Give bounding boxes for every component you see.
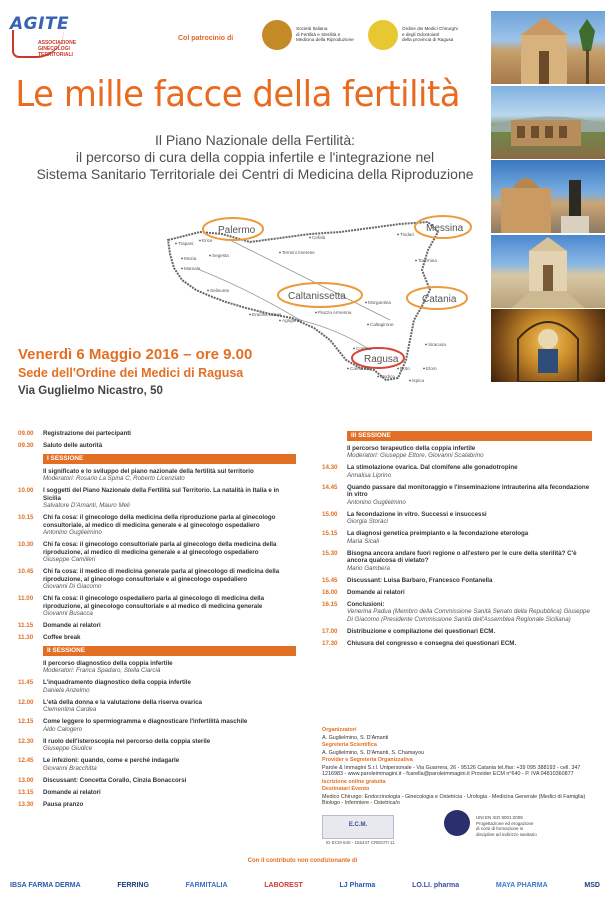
program-item bbox=[18, 801, 296, 809]
program-item bbox=[18, 699, 296, 714]
program-content bbox=[347, 550, 592, 573]
program-speakers: Giovanni Di Giacomo bbox=[43, 583, 102, 590]
map-town-label: Tindari bbox=[400, 232, 414, 237]
program-content bbox=[43, 430, 296, 438]
program-title: Chi fa cosa: il ginecologo ospedaliero parla al ginecologo di medicina della riproduzione, al ginecologo consultoriale e al medico di medicina generale bbox=[43, 595, 265, 610]
org-label: Segreteria Scientifica bbox=[322, 742, 377, 748]
photo-church-steps bbox=[491, 235, 605, 308]
program-content bbox=[347, 464, 592, 479]
program-item bbox=[322, 484, 592, 507]
program-time: 17.30 bbox=[322, 639, 338, 647]
sponsor-logo: MAYA PHARMA bbox=[495, 881, 548, 889]
map-town-label: Segesta bbox=[212, 253, 229, 258]
program-content bbox=[43, 514, 296, 537]
sponsor-logo: MSD bbox=[584, 881, 600, 889]
program-title: Registrazione dei partecipanti bbox=[43, 430, 132, 437]
program-item bbox=[18, 660, 296, 675]
program-item bbox=[18, 468, 296, 483]
map-town-dot bbox=[347, 368, 349, 370]
sponsor-logo: LO.LI. pharma bbox=[412, 881, 460, 889]
program-time: 10.15 bbox=[18, 514, 34, 521]
program-title: Discussant: Concetta Corallo, Cinzia Bonaccorsi bbox=[43, 776, 187, 784]
program-item bbox=[322, 601, 592, 624]
map-town-dot bbox=[423, 368, 425, 370]
agite-logo bbox=[10, 14, 90, 62]
org-block bbox=[322, 757, 592, 778]
map-town-label: Morgantina bbox=[368, 300, 391, 305]
program-item bbox=[18, 718, 296, 733]
program-time: 13.15 bbox=[18, 788, 34, 796]
program-item bbox=[322, 550, 592, 573]
program-content bbox=[347, 640, 592, 648]
program-title: Distribuzione e compilazione dei questionari ECM. bbox=[347, 627, 496, 635]
program-title: Il significato e lo sviluppo del piano nazionale della fertilità sul territorio bbox=[43, 467, 254, 475]
map-town-dot bbox=[279, 320, 281, 322]
program-content bbox=[43, 718, 296, 733]
program-speakers: Giorgia Storaci bbox=[347, 518, 388, 525]
program-title: Coffee break bbox=[43, 634, 81, 641]
org-block bbox=[322, 786, 592, 807]
map-town-dot bbox=[397, 234, 399, 236]
map-town-dot bbox=[365, 302, 367, 304]
map-town-dot bbox=[207, 290, 209, 292]
program-speakers: Antonino Guglielmino bbox=[347, 498, 406, 506]
event-info bbox=[18, 346, 252, 399]
program-speakers: Venerina Padua (Membro della Commissione Sanità Senato della Repubblica) Giuseppe Di Giacomo (Presidente Commissione Sanità dell'Assemblea Regionale Siciliana) bbox=[347, 608, 590, 623]
program-speakers: Giovanni Busacca bbox=[43, 610, 93, 617]
page-title: Le mille facce della fertilità bbox=[15, 74, 461, 115]
org-label: Destinatari Evento bbox=[322, 786, 370, 792]
map-label-catania: Catania bbox=[422, 294, 457, 305]
session-heading: III SESSIONE bbox=[347, 431, 592, 441]
program-title: Come leggere lo spermiogramma e diagnosticare l'infertilità maschile bbox=[43, 718, 248, 725]
program-item bbox=[322, 577, 592, 585]
program-time: 12.30 bbox=[18, 737, 34, 745]
sif-name: Società Italiana di Fertilità e Sterilità e Medicina della Riproduzione bbox=[296, 26, 354, 43]
program-content bbox=[43, 634, 296, 642]
org-text: A. Guglielmino, S. D'Amanti bbox=[322, 734, 389, 741]
program-speakers: Giuseppe Camilleri bbox=[43, 556, 96, 563]
agite-subtitle: ASSOCIAZIONE GINECOLOGI TERRITORIALI bbox=[38, 40, 77, 58]
map-town-dot bbox=[209, 255, 211, 257]
program-item bbox=[18, 738, 296, 753]
org-text: A. Guglielmino, S. D'Amanti, S. Chamayou bbox=[322, 749, 424, 756]
program-afternoon bbox=[322, 430, 592, 652]
program-speakers: Mario Gambera bbox=[347, 564, 390, 572]
program-title: Le infezioni: quando, come e perché indagarle bbox=[43, 757, 180, 764]
map-town-label: Comiso bbox=[356, 346, 372, 351]
program-item bbox=[18, 541, 296, 564]
program-title: Discussant: Luisa Barbaro, Francesco Fontanella bbox=[347, 576, 493, 584]
program-item bbox=[18, 568, 296, 591]
map-town-label: Cefalù bbox=[312, 235, 326, 240]
ecm-logo bbox=[322, 815, 394, 839]
program-content bbox=[43, 699, 296, 714]
program-content bbox=[43, 660, 296, 675]
org-text: Parole & Immagini S.r.l. Unipersonale - Via Guarrera, 26 - 95126 Catania tel./fax: +39 095 388193 - cell. 347 1216983 - www.paroleimmagini.it - fcarella@paroleimmagini.it Provider ECM n°640 - P. IVA 04810360877 bbox=[322, 764, 581, 777]
program-item bbox=[18, 757, 296, 772]
program-item bbox=[18, 514, 296, 537]
program-item bbox=[18, 442, 296, 450]
sponsor-logo: FARMITALIA bbox=[185, 881, 228, 889]
map-label-caltanissetta: Caltanissetta bbox=[288, 291, 346, 302]
program-title: Il percorso terapeutico della coppia infertile bbox=[347, 444, 476, 452]
org-text: Medico Chirurgo: Endocrinologia - Ginecologia e Ostetricia - Urologia - Medicina Generale (Medici di Famiglia) Biologo - Infermiere - Ostetrica/o bbox=[322, 793, 586, 806]
program-item bbox=[18, 679, 296, 694]
session-heading: II SESSIONE bbox=[43, 646, 296, 656]
program-item bbox=[322, 464, 592, 479]
map-town-label: Agrigento bbox=[282, 318, 302, 323]
map-town-label: Noto bbox=[400, 366, 410, 371]
program-title: L'inquadramento diagnostico della coppia infertile bbox=[43, 679, 191, 686]
map-town-dot bbox=[181, 268, 183, 270]
photo-ancient-theatre bbox=[491, 86, 605, 159]
program-time: 11.15 bbox=[18, 622, 34, 629]
program-title: Saluto delle autorità bbox=[43, 442, 103, 449]
program-time: 09.30 bbox=[18, 442, 34, 449]
map-town-label: Siracusa bbox=[428, 342, 446, 347]
organization-info bbox=[322, 727, 592, 808]
program-item bbox=[18, 634, 296, 642]
program-time: 15.30 bbox=[322, 549, 338, 557]
program-time: 10.30 bbox=[18, 541, 34, 548]
program-time: 11.30 bbox=[18, 634, 34, 641]
program-content bbox=[43, 595, 296, 618]
program-item bbox=[322, 511, 592, 526]
org-label: Provider e Segreteria Organizzativa bbox=[322, 757, 413, 763]
program-item bbox=[322, 628, 592, 636]
program-title: La diagnosi genetica preimpianto e la fecondazione eterologa bbox=[347, 530, 529, 537]
map-town-dot bbox=[249, 314, 251, 316]
map-town-label: Trapani bbox=[178, 241, 194, 246]
program-speakers: Giuseppe Giudice bbox=[43, 745, 93, 752]
org-block bbox=[322, 779, 592, 786]
program-content bbox=[347, 577, 592, 585]
map-label-messina: Messina bbox=[426, 223, 464, 234]
map-town-label: Selinunte bbox=[210, 288, 230, 293]
map-town-dot bbox=[315, 312, 317, 314]
program-time: 16.15 bbox=[322, 600, 338, 608]
program-speakers: Clementina Cardea bbox=[43, 706, 97, 713]
program-time: 09.00 bbox=[18, 430, 34, 437]
map-town-label: Erice bbox=[202, 238, 213, 243]
program-title: Chiusura del congresso e consegna dei questionari ECM. bbox=[347, 639, 517, 647]
program-title: Domande ai relatori bbox=[347, 588, 405, 596]
program-title: Pausa pranzo bbox=[43, 800, 84, 808]
program-title: Il percorso diagnostico della coppia infertile bbox=[43, 659, 173, 667]
map-town-label: Eloro bbox=[426, 366, 437, 371]
program-time: 15.15 bbox=[322, 530, 338, 537]
sponsor-logo: LJ Pharma bbox=[339, 881, 376, 889]
program-item bbox=[322, 530, 592, 545]
program-time: 12.45 bbox=[18, 757, 34, 764]
uni-certification-icon bbox=[444, 810, 470, 836]
program-item bbox=[322, 589, 592, 597]
photo-mosaic-apse bbox=[491, 309, 605, 382]
program-speakers: Antonino Guglielmino bbox=[43, 529, 102, 536]
patrocinio-label: Col patrocinio di bbox=[178, 35, 234, 42]
program-item bbox=[18, 430, 296, 438]
program-item bbox=[18, 777, 296, 785]
uni-certification: UNI EN ISO 9001:2008 Progettazione ed erogazione di corsi di formazione in discipline ad indirizzo sanitario bbox=[476, 815, 537, 837]
program-time: 11.45 bbox=[18, 679, 34, 686]
omc-logo-icon bbox=[368, 20, 398, 50]
ecm-label: E.C.M. bbox=[348, 822, 368, 828]
agite-name: AGITE bbox=[10, 14, 70, 34]
map-label-ragusa: Ragusa bbox=[364, 354, 399, 365]
map-town-dot bbox=[397, 368, 399, 370]
program-content bbox=[43, 568, 296, 591]
program-time: 14.45 bbox=[322, 483, 338, 491]
sponsor-logo: IBSA FARMA DERMA bbox=[10, 881, 81, 889]
program-speakers: Salvatore D'Amanti, Mauro Meli bbox=[43, 502, 130, 509]
map-town-dot bbox=[425, 344, 427, 346]
map-town-label: Taormina bbox=[418, 258, 437, 263]
map-label-palermo: Palermo bbox=[218, 225, 256, 236]
program-title: Quando passare dal monitoraggio e l'inseminazione intrauterina alla fecondazione in vitro bbox=[347, 483, 590, 498]
program-content bbox=[347, 445, 592, 460]
map-town-dot bbox=[279, 252, 281, 254]
program-title: Chi fa cosa: il medico di medicina generale parla al ginecologo di medicina della riproduzione, al ginecologo consultoriale e al ginecologo ospedaliero bbox=[43, 568, 280, 583]
program-item bbox=[18, 487, 296, 510]
org-label: Iscrizione online gratuita bbox=[322, 778, 386, 785]
map-town-dot bbox=[377, 376, 379, 378]
program-time: 14.30 bbox=[322, 464, 338, 471]
sponsor-logo: FERRING bbox=[117, 881, 149, 889]
map-town-dot bbox=[353, 348, 355, 350]
program-content bbox=[347, 530, 592, 545]
map-town-label: Eraclea Minoa bbox=[252, 312, 282, 317]
program-time: 13.30 bbox=[18, 800, 34, 808]
program-title: Il ruolo dell'isteroscopia nel percorso della coppia sterile bbox=[43, 737, 211, 745]
program-title: La stimolazione ovarica. Dal clomifene alle gonadotropine bbox=[347, 464, 518, 471]
map-town-dot bbox=[309, 237, 311, 239]
map-town-label: Camarina bbox=[350, 366, 370, 371]
photo-baroque-church bbox=[491, 11, 605, 84]
program-time: 12.00 bbox=[18, 698, 34, 706]
session-heading: I SESSIONE bbox=[43, 454, 296, 464]
program-time: 13.00 bbox=[18, 776, 34, 784]
event-address: Via Guglielmo Nicastro, 50 bbox=[18, 385, 163, 397]
program-content bbox=[43, 777, 296, 785]
program-time: 15.45 bbox=[322, 576, 338, 584]
photo-strip bbox=[491, 11, 605, 384]
map-town-dot bbox=[199, 240, 201, 242]
program-content bbox=[347, 601, 592, 624]
program-time bbox=[322, 445, 347, 460]
program-content bbox=[347, 484, 592, 507]
sponsor-logos bbox=[10, 874, 600, 896]
program-time: 15.00 bbox=[322, 510, 338, 518]
program-content bbox=[43, 738, 296, 753]
map-town-dot bbox=[367, 324, 369, 326]
program-title: Domande ai relatori bbox=[43, 788, 101, 796]
map-town-dot bbox=[415, 260, 417, 262]
map-town-label: Mozia bbox=[184, 256, 197, 261]
program-item bbox=[18, 595, 296, 618]
map-town-label: Piazza Armerina bbox=[318, 310, 352, 315]
photo-catania-square bbox=[491, 160, 605, 233]
contrib-label: Con il contributo non condizionante di bbox=[247, 858, 358, 864]
sif-logo-icon bbox=[262, 20, 292, 50]
program-content bbox=[43, 789, 296, 797]
program-morning bbox=[18, 430, 296, 813]
program-content bbox=[43, 468, 296, 483]
map-town-dot bbox=[175, 243, 177, 245]
program-title: L'età della donna e la valutazione della riserva ovarica bbox=[43, 698, 202, 706]
event-venue: Sede dell'Ordine dei Medici di Ragusa bbox=[18, 366, 244, 380]
program-title: Chi fa cosa: il ginecologo consultoriale parla al ginecologo della medicina della riproduzione, al medico di medicina generale e al ginecologo ospedaliero bbox=[43, 541, 277, 556]
org-block bbox=[322, 742, 592, 756]
map-town-label: Marsala bbox=[184, 266, 201, 271]
event-date: Venerdì 6 Maggio 2016 – ore 9.00 bbox=[18, 346, 253, 363]
program-title: Bisogna ancora andare fuori regione o all'estero per le cure della sterilità? C'è ancora qualcosa di vietato? bbox=[347, 549, 577, 564]
program-item bbox=[18, 622, 296, 630]
program-content bbox=[43, 679, 296, 694]
org-label: Organizzatori bbox=[322, 727, 357, 733]
subtitle: Il Piano Nazionale della Fertilità: il percorso di cura della coppia infertile e l'integrazione nel Sistema Sanitario Territoriale dei Centri di Medicina della Riproduzione bbox=[36, 132, 474, 182]
program-item bbox=[18, 789, 296, 797]
program-speakers: Aldo Calogero bbox=[43, 725, 83, 733]
program-content bbox=[347, 628, 592, 636]
program-title: La fecondazione in vitro. Successi e insuccessi bbox=[347, 510, 487, 518]
program-speakers: Daniela Anzelmo bbox=[43, 686, 90, 694]
map-town-dot bbox=[409, 380, 411, 382]
program-speakers: Moderatori: Franca Spadaro, Stella Ciarcià bbox=[43, 667, 161, 674]
program-content bbox=[43, 442, 296, 450]
program-content bbox=[43, 801, 296, 809]
map-town-dot bbox=[181, 258, 183, 260]
program-time: 10.00 bbox=[18, 487, 34, 494]
program-speakers: Moderatori: Rosario La Spina C, Roberto Licenziato bbox=[43, 475, 185, 482]
map-town-label: Termini Imerese bbox=[282, 250, 315, 255]
map-town-label: Modica bbox=[380, 374, 395, 379]
program-content bbox=[43, 757, 296, 772]
program-item bbox=[322, 640, 592, 648]
program-title: Conclusioni: bbox=[347, 600, 385, 608]
program-time bbox=[18, 660, 43, 675]
program-content bbox=[43, 487, 296, 510]
program-title: I soggetti del Piano Nazionale della Fertilità sul Territorio. La natalità in Italia e in Sicilia bbox=[43, 487, 280, 502]
program-time: 10.45 bbox=[18, 568, 34, 575]
program-content bbox=[43, 541, 296, 564]
program-item bbox=[322, 445, 592, 460]
org-block bbox=[322, 727, 592, 741]
sponsor-logo: LABOREST bbox=[264, 881, 303, 889]
program-content bbox=[43, 622, 296, 630]
omc-name: Ordine dei Medici Chirurghi e degli Odontoiatri della provincia di Ragusa bbox=[402, 26, 458, 43]
program-time: 16.00 bbox=[322, 588, 338, 596]
program-time: 12.15 bbox=[18, 718, 34, 725]
program-speakers: Moderatori: Giuseppe Ettore, Giovanni Scalabrino bbox=[347, 452, 484, 459]
program-time: 17.00 bbox=[322, 627, 338, 635]
program-time: 11.00 bbox=[18, 595, 34, 602]
program-speakers: Giovanni Bracchitta bbox=[43, 764, 97, 772]
program-speakers: Annalisa Liprino bbox=[347, 471, 392, 479]
program-time bbox=[18, 468, 43, 483]
program-content bbox=[347, 589, 592, 597]
program-content bbox=[347, 511, 592, 526]
map-town-label: Ispica bbox=[412, 378, 425, 383]
program-title: Chi fa cosa: il ginecologo della medicina della riproduzione parla al ginecologo consultoriale, al medico di medicina generale e al ginecologo ospedaliero bbox=[43, 514, 276, 529]
map-town-label: Caltagirone bbox=[370, 322, 394, 327]
program-title: Domande ai relatori bbox=[43, 622, 101, 629]
program-speakers: Maria Sicali bbox=[347, 537, 379, 545]
ecm-id: ID ECM 640 - 155437 CREDITI 11 bbox=[326, 840, 395, 845]
